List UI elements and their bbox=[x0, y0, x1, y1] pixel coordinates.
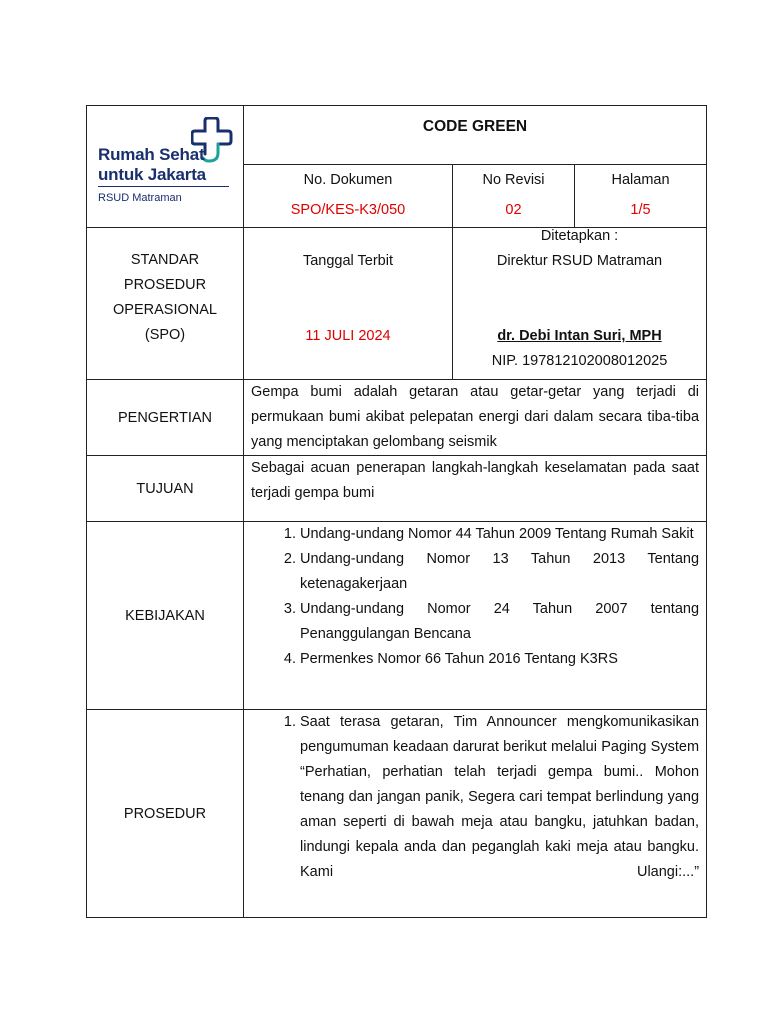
title-cell bbox=[244, 106, 707, 165]
spo-label-cell bbox=[87, 228, 244, 380]
spo-document-table bbox=[86, 105, 707, 918]
approved-label: Ditetapkan : bbox=[540, 228, 619, 244]
approver-title: Direktur RSUD Matraman bbox=[496, 253, 663, 269]
prosedur-label: PROSEDUR bbox=[123, 805, 207, 822]
document-title: CODE GREEN bbox=[422, 118, 528, 135]
spo-label-line3: OPERASIONAL bbox=[113, 302, 217, 318]
list-item: 1. Saat terasa getaran, Tim Announcer mengkomunikasikan pengumuman keadaan darurat berikut melalui Paging System “Perhatian, perhatian telah terjadi gempa bumi.. Mohon tenang dan jangan panik, Segera cari tempat berlindung yang aman seperti di bawah meja atau bangku, jatuhkan badan, lindungi kepala anda dan peganglah kaki meja atau bangku. Kami Ulangi:...” bbox=[300, 710, 699, 885]
logo-line3: RSUD Matraman bbox=[98, 192, 182, 204]
doc-number-cell bbox=[244, 165, 453, 228]
logo-line1: Rumah Sehat bbox=[98, 145, 205, 164]
revision-label: No Revisi bbox=[482, 172, 545, 188]
list-item: 1. Undang-undang Nomor 44 Tahun 2009 Tentang Rumah Sakit bbox=[300, 522, 699, 547]
pengertian-label-cell bbox=[87, 380, 244, 456]
logo-cell bbox=[87, 106, 244, 228]
prosedur-list-cell bbox=[244, 710, 707, 918]
issue-date-value: 11 JULI 2024 bbox=[305, 328, 391, 344]
page-label: Halaman bbox=[611, 172, 670, 188]
tujuan-label-cell bbox=[87, 456, 244, 522]
issue-date-cell bbox=[244, 228, 453, 380]
list-item: 4. Permenkes Nomor 66 Tahun 2016 Tentang K3RS bbox=[300, 647, 699, 672]
prosedur-list bbox=[244, 710, 706, 885]
revision-value: 02 bbox=[505, 202, 522, 218]
doc-number-label: No. Dokumen bbox=[303, 172, 393, 188]
pengertian-label: PENGERTIAN bbox=[117, 409, 212, 426]
logo-divider bbox=[98, 186, 229, 187]
kebijakan-list bbox=[244, 522, 706, 672]
page-value: 1/5 bbox=[630, 202, 651, 218]
spo-label-line4: (SPO) bbox=[144, 327, 186, 343]
tujuan-label: TUJUAN bbox=[136, 480, 194, 497]
prosedur-label-cell bbox=[87, 710, 244, 918]
spo-label-line1: STANDAR bbox=[130, 252, 200, 268]
tujuan-text: Sebagai acuan penerapan langkah-langkah keselamatan pada saat terjadi gempa bumi bbox=[251, 460, 700, 501]
logo-line2: untuk Jakarta bbox=[98, 165, 206, 184]
spo-label-line2: PROSEDUR bbox=[123, 277, 207, 293]
page-cell bbox=[575, 165, 707, 228]
approver-nip: NIP. 197812102008012025 bbox=[491, 353, 668, 369]
kebijakan-list-cell bbox=[244, 522, 707, 710]
kebijakan-label: KEBIJAKAN bbox=[125, 607, 205, 624]
approver-name: dr. Debi Intan Suri, MPH bbox=[497, 328, 662, 344]
doc-number-value: SPO/KES-K3/050 bbox=[290, 202, 406, 218]
pengertian-text-cell bbox=[244, 380, 707, 456]
pengertian-text: Gempa bumi adalah getaran atau getar-getar yang terjadi di permukaan bumi akibat pelepatan energi dari dalam secara tiba-tiba yang menciptakan gelombang seismik bbox=[251, 384, 700, 450]
tujuan-text-cell bbox=[244, 456, 707, 522]
approval-cell bbox=[453, 228, 707, 380]
revision-cell bbox=[453, 165, 575, 228]
list-item: 3. Undang-undang Nomor 24 Tahun 2007 tentang Penanggulangan Bencana bbox=[300, 597, 699, 647]
list-item: 2. Undang-undang Nomor 13 Tahun 2013 Tentang ketenagakerjaan bbox=[300, 547, 699, 597]
issue-date-label: Tanggal Terbit bbox=[302, 253, 394, 269]
kebijakan-label-cell bbox=[87, 522, 244, 710]
